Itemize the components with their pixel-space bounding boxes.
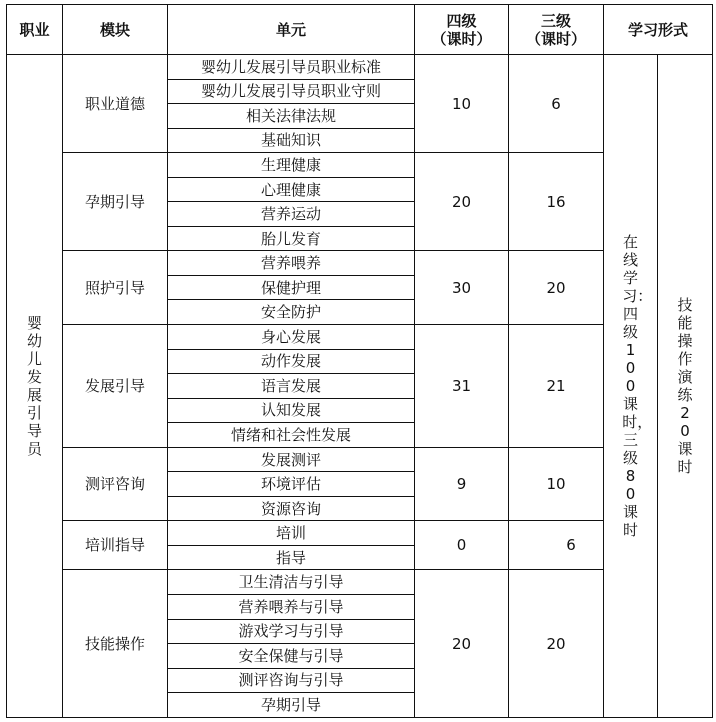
unit-name: 游戏学习与引导 [168, 619, 415, 644]
unit-name: 生理健康 [168, 153, 415, 178]
level3-hours: 20 [509, 251, 604, 325]
unit-name: 身心发展 [168, 325, 415, 350]
header-unit: 单元 [168, 5, 415, 55]
module-name: 测评咨询 [63, 447, 168, 521]
level3-hours: 6 [509, 521, 604, 570]
header-level4-sub: （课时） [431, 29, 492, 48]
unit-name: 卫生清洁与引导 [168, 570, 415, 595]
header-learning-form: 学习形式 [604, 5, 713, 55]
unit-name: 测评咨询与引导 [168, 668, 415, 693]
module-name: 技能操作 [63, 570, 168, 718]
unit-name: 安全防护 [168, 300, 415, 325]
module-name: 职业道德 [63, 55, 168, 153]
level4-hours: 31 [415, 325, 509, 448]
unit-name: 培训 [168, 521, 415, 546]
unit-name: 胎儿发育 [168, 226, 415, 251]
unit-name: 情绪和社会性发展 [168, 423, 415, 448]
table-body [7, 55, 713, 718]
level4-hours: 9 [415, 447, 509, 521]
level3-hours: 6 [509, 55, 604, 153]
module-name: 培训指导 [63, 521, 168, 570]
unit-name: 语言发展 [168, 374, 415, 399]
unit-name: 营养喂养 [168, 251, 415, 276]
level4-hours: 10 [415, 55, 509, 153]
unit-name: 相关法律法规 [168, 104, 415, 129]
module-name: 孕期引导 [63, 153, 168, 251]
header-module: 模块 [63, 5, 168, 55]
unit-name: 营养运动 [168, 202, 415, 227]
unit-name: 发展测评 [168, 447, 415, 472]
module-name: 发展引导 [63, 325, 168, 448]
unit-name: 指导 [168, 545, 415, 570]
unit-name: 基础知识 [168, 128, 415, 153]
level4-hours: 20 [415, 570, 509, 718]
header-level3-sub: （课时） [525, 29, 586, 48]
header-level4-title: 四级 [446, 11, 477, 30]
unit-name: 动作发展 [168, 349, 415, 374]
unit-name: 环境评估 [168, 472, 415, 497]
header-level3-title: 三级 [540, 11, 571, 30]
unit-name: 孕期引导 [168, 693, 415, 718]
header-occupation: 职业 [7, 5, 63, 55]
skill-practice-note: 技能操作演练20课时 [677, 296, 693, 476]
level3-hours: 20 [509, 570, 604, 718]
unit-name: 营养喂养与引导 [168, 595, 415, 620]
skill-practice-cell [658, 55, 713, 718]
unit-name: 认知发展 [168, 398, 415, 423]
unit-name: 心理健康 [168, 177, 415, 202]
table-row [7, 55, 713, 80]
unit-name: 安全保健与引导 [168, 644, 415, 669]
level3-hours: 16 [509, 153, 604, 251]
module-name: 照护引导 [63, 251, 168, 325]
level4-hours: 20 [415, 153, 509, 251]
unit-name: 保健护理 [168, 275, 415, 300]
online-learning-cell [604, 55, 658, 718]
unit-name: 婴幼儿发展引导员职业守则 [168, 79, 415, 104]
occupation-name: 婴幼儿发展引导员 [26, 314, 42, 458]
unit-name: 婴幼儿发展引导员职业标准 [168, 55, 415, 80]
header-level4 [415, 5, 509, 55]
unit-name: 资源咨询 [168, 496, 415, 521]
occupation-cell [7, 55, 63, 718]
level3-hours: 21 [509, 325, 604, 448]
curriculum-table [6, 4, 713, 718]
level4-hours: 0 [415, 521, 509, 570]
online-learning-note: 在线学习：四级100课时，三级80课时 [622, 233, 653, 539]
level3-hours: 10 [509, 447, 604, 521]
header-row [7, 5, 713, 55]
level4-hours: 30 [415, 251, 509, 325]
header-level3 [509, 5, 604, 55]
